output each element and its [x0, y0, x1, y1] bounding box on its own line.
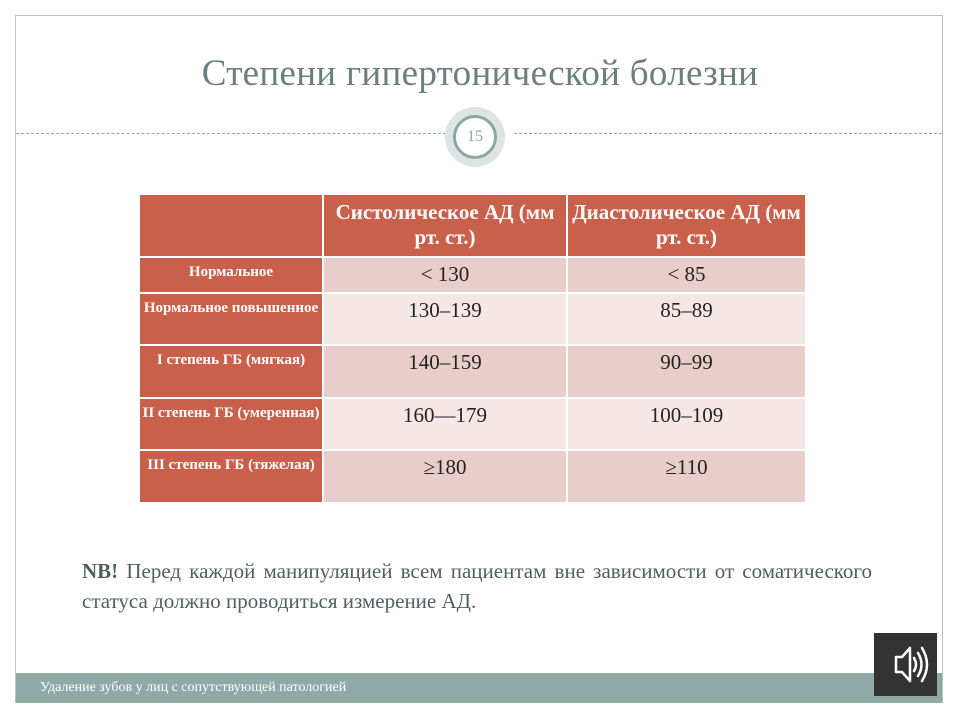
footer-bar — [16, 673, 942, 703]
hypertension-grades-table — [138, 193, 807, 504]
table-header-diastolic: Диастолическое АД (мм рт. ст.) — [567, 194, 806, 257]
systolic-value: < 130 — [323, 257, 567, 293]
page-number-badge — [445, 107, 505, 167]
table-row — [139, 293, 806, 346]
row-label: Нормальное повышенное — [139, 293, 323, 346]
table-row — [139, 398, 806, 451]
row-label: Нормальное — [139, 257, 323, 293]
nb-label: NB! — [82, 559, 119, 583]
table-header-corner — [139, 194, 323, 257]
table-row — [139, 450, 806, 503]
systolic-value: 140–159 — [323, 345, 567, 398]
nb-note — [82, 556, 872, 616]
systolic-value: ≥180 — [323, 450, 567, 503]
row-label: II степень ГБ (умеренная) — [139, 398, 323, 451]
table-header-systolic: Систолическое АД (мм рт. ст.) — [323, 194, 567, 257]
systolic-value: 160—179 — [323, 398, 567, 451]
diastolic-value: 100–109 — [567, 398, 806, 451]
page-number: 15 — [453, 115, 497, 159]
table-row — [139, 345, 806, 398]
footer-text: Удаление зубов у лиц с сопутствующей патологией — [40, 680, 347, 695]
diastolic-value: ≥110 — [567, 450, 806, 503]
table-header-row — [139, 194, 806, 257]
title-divider-right — [514, 133, 942, 134]
title-divider-left — [16, 133, 446, 134]
diastolic-value: 90–99 — [567, 345, 806, 398]
systolic-value: 130–139 — [323, 293, 567, 346]
row-label: I степень ГБ (мягкая) — [139, 345, 323, 398]
sound-button[interactable] — [874, 633, 937, 696]
diastolic-value: < 85 — [567, 257, 806, 293]
diastolic-value: 85–89 — [567, 293, 806, 346]
nb-text: Перед каждой манипуляцией всем пациентам вне зависимости от соматического статуса должно проводиться измерение АД. — [82, 559, 872, 613]
row-label: III степень ГБ (тяжелая) — [139, 450, 323, 503]
speaker-icon — [874, 633, 937, 696]
table-row — [139, 257, 806, 293]
slide-title: Степени гипертонической болезни — [201, 53, 759, 94]
